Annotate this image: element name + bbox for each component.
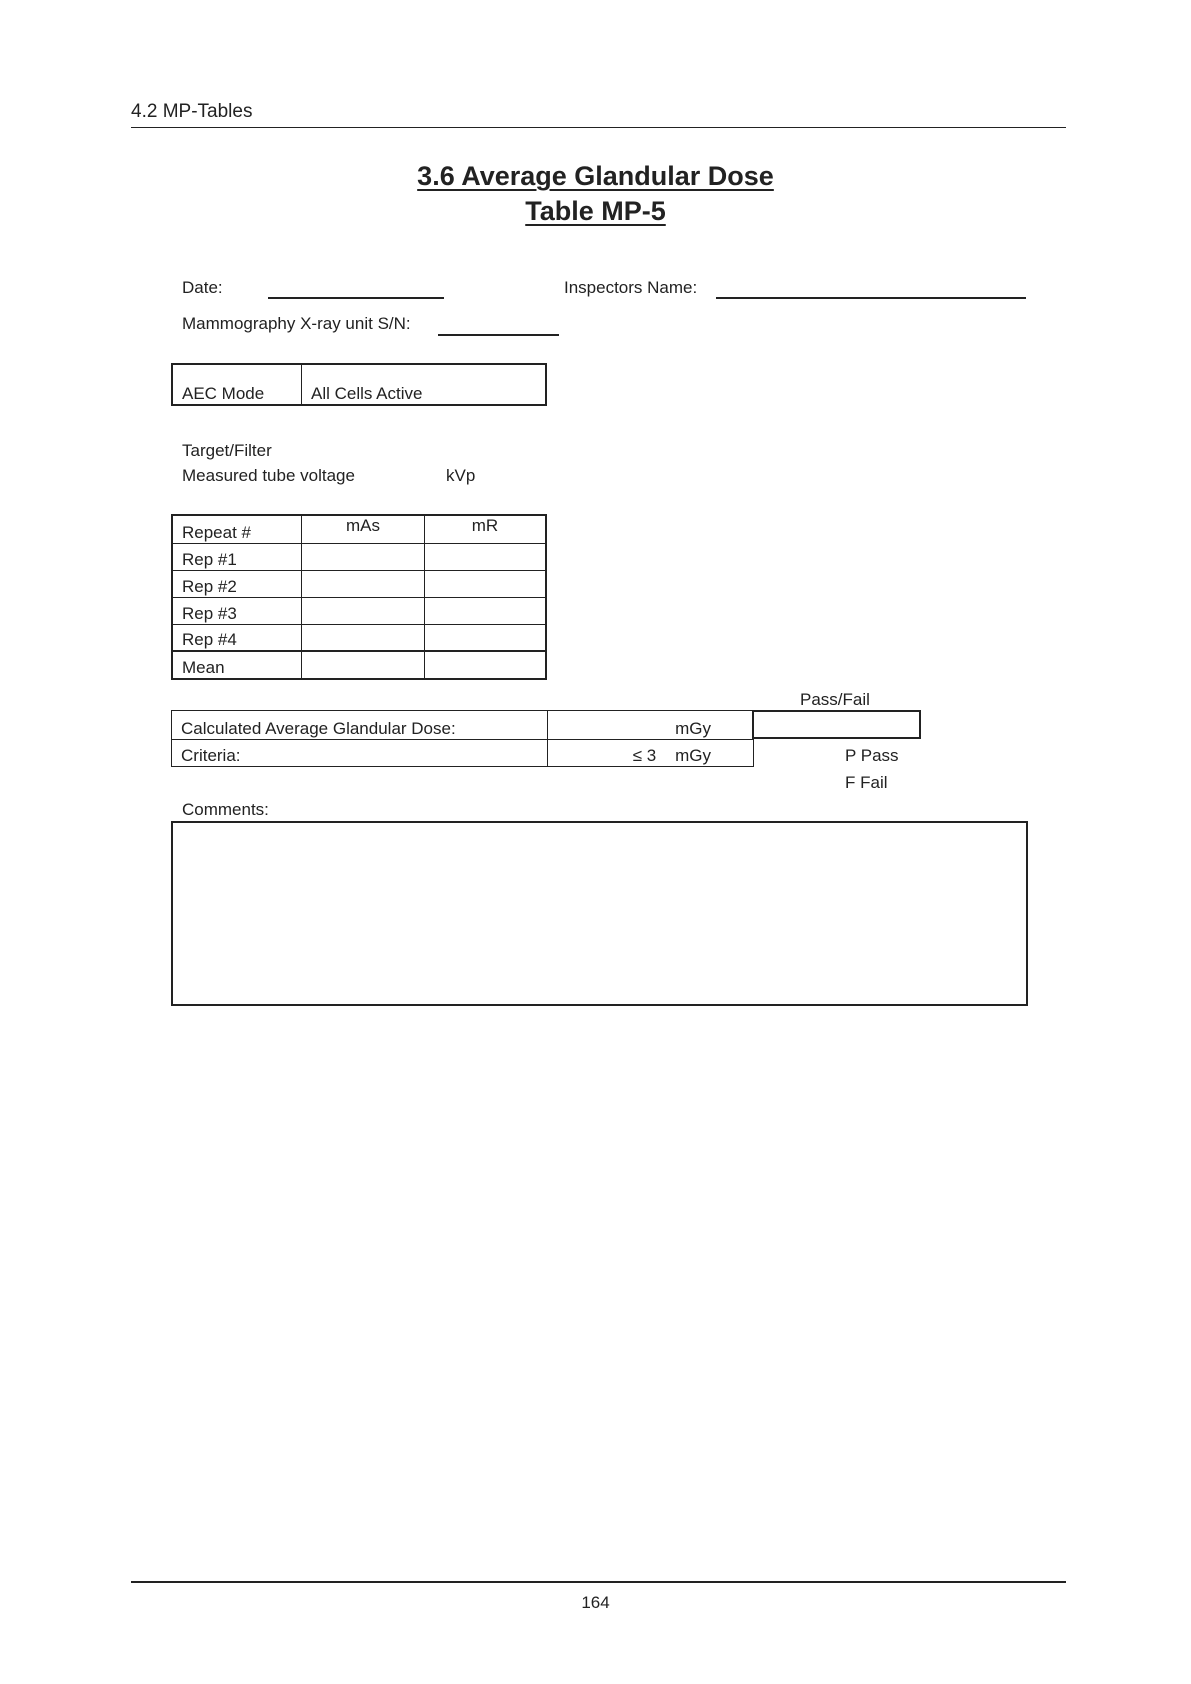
repeat-header: Repeat # <box>172 515 302 543</box>
pass-fail-header: Pass/Fail <box>800 690 870 709</box>
criteria-value: ≤ 3 <box>632 746 657 765</box>
table-row-label: Rep #2 <box>172 570 302 597</box>
date-field[interactable] <box>268 297 444 299</box>
pass-fail-box[interactable] <box>752 710 921 739</box>
mr-cell[interactable] <box>425 570 547 597</box>
mr-cell[interactable] <box>425 624 547 651</box>
repeat-table <box>171 514 547 680</box>
table-row-label: Rep #1 <box>172 543 302 570</box>
tube-voltage-unit: kVp <box>446 466 476 485</box>
fail-legend: F Fail <box>845 773 888 792</box>
calc-dose-unit: mGy <box>548 711 754 740</box>
table-row-label: Rep #3 <box>172 597 302 624</box>
aec-mode-value: All Cells Active <box>302 364 547 405</box>
criteria-cell <box>548 740 754 767</box>
tube-voltage-label: Measured tube voltage <box>182 466 355 485</box>
dose-table <box>171 710 754 767</box>
unit-sn-field[interactable] <box>438 334 559 336</box>
date-label: Date: <box>182 278 223 297</box>
mr-header: mR <box>425 515 547 543</box>
comments-box[interactable] <box>171 821 1028 1006</box>
inspector-name-field[interactable] <box>716 297 1026 299</box>
mr-cell[interactable] <box>425 651 547 679</box>
footer-rule <box>131 1581 1066 1583</box>
mas-cell[interactable] <box>302 597 425 624</box>
page-title-line1: 3.6 Average Glandular Dose <box>417 161 774 191</box>
mas-cell[interactable] <box>302 624 425 651</box>
table-row-label: Rep #4 <box>172 624 302 651</box>
aec-mode-label: AEC Mode <box>172 364 302 405</box>
header-rule <box>131 127 1066 128</box>
unit-sn-label: Mammography X-ray unit S/N: <box>182 314 411 333</box>
inspector-name-label: Inspectors Name: <box>564 278 698 297</box>
table-row-label: Mean <box>172 651 302 679</box>
mas-header: mAs <box>302 515 425 543</box>
target-filter-label: Target/Filter <box>182 441 272 460</box>
pass-legend: P Pass <box>845 746 899 765</box>
comments-label: Comments: <box>182 800 269 819</box>
mr-cell[interactable] <box>425 597 547 624</box>
calc-dose-label: Calculated Average Glandular Dose: <box>172 711 548 740</box>
mr-cell[interactable] <box>425 543 547 570</box>
page-number: 164 <box>581 1593 610 1612</box>
criteria-label: Criteria: <box>172 740 548 767</box>
section-header: 4.2 MP-Tables <box>131 101 253 122</box>
mas-cell[interactable] <box>302 651 425 679</box>
mas-cell[interactable] <box>302 543 425 570</box>
criteria-unit: mGy <box>675 746 711 765</box>
aec-mode-table <box>171 363 547 406</box>
page-title-line2: Table MP-5 <box>525 196 666 226</box>
mas-cell[interactable] <box>302 570 425 597</box>
